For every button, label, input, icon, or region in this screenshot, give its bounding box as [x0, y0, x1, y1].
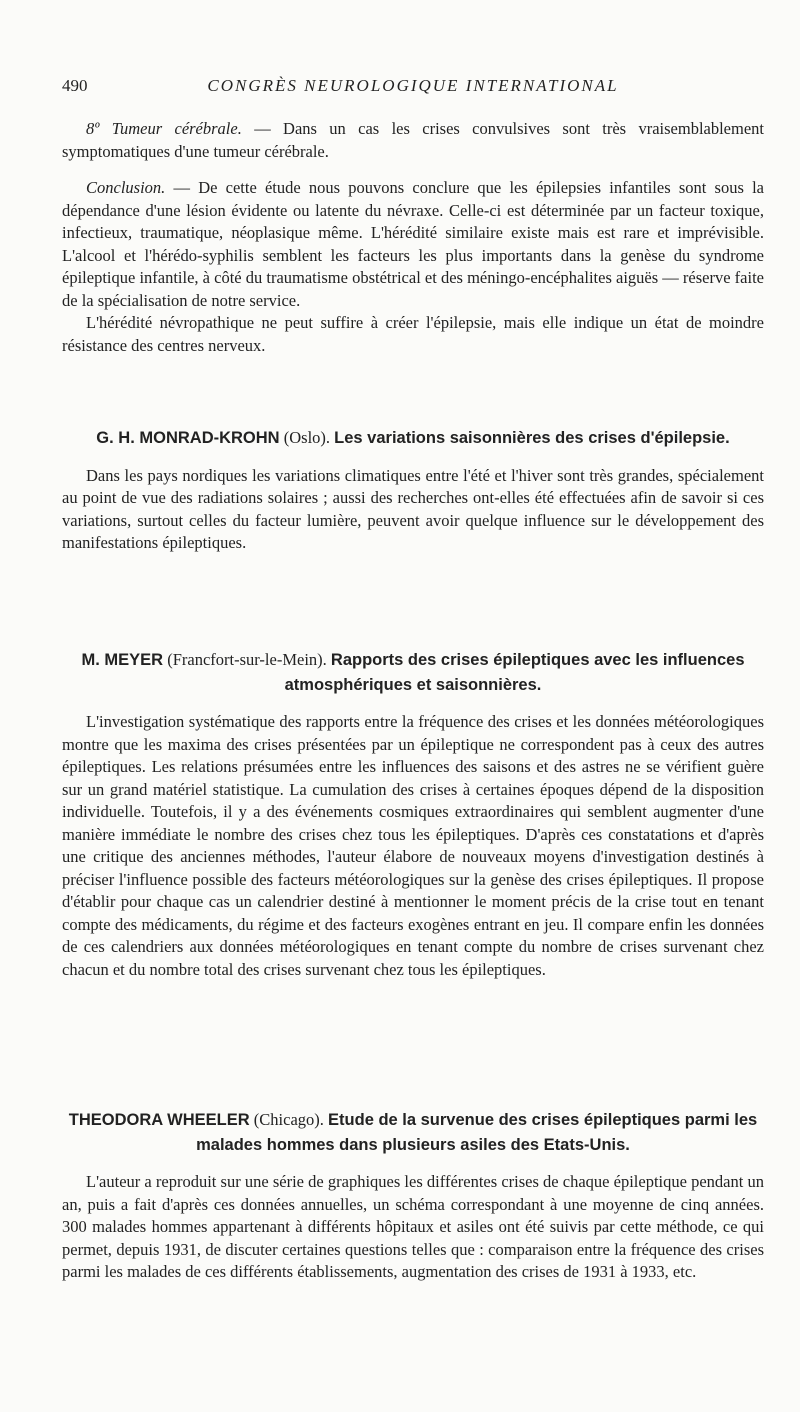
- section-body: L'auteur a reproduit sur une série de graphiques les différentes crises de chaque épileptique pendant un an, puis a fait d'après ces données annuelles, un schéma correspondant à une moyenne de cinq années. 300 malades hommes appartenant à différents hôpitaux et asiles ont été suivis par cette méthode, ce qui permet, depuis 1931, de discuter certaines questions telles que : comparaison entre la fréquence des crises parmi les malades de ces différents établissements, augmentation des crises de 1931 à 1933, etc.: [62, 1172, 764, 1281]
- page-number: 490: [62, 76, 88, 95]
- conclusion-text: — De cette étude nous pouvons conclure que les épilepsies infantiles sont sous la dépendance d'une lésion évidente ou latente du névraxe. Celle-ci est déterminée par un facteur toxique, infectieux, traumatique, néoplasique même. L'hérédité similaire existe mais est rare et imprévisible. L'alcool et l'hérédo-syphilis semblent les facteurs les plus importants dans la genèse du syndrome épileptique infantile, à côté du traumatisme obstétrical et des méningo-encéphalites aiguës — réserve faite de la spécialisation de notre service.: [62, 178, 764, 310]
- section-wheeler: [62, 1108, 764, 1284]
- item-8-paragraph: [62, 118, 764, 163]
- running-title: CONGRÈS NEUROLOGIQUE INTERNATIONAL: [207, 76, 619, 95]
- item-8-label: 8º Tumeur cérébrale.: [86, 119, 242, 138]
- section-title: Les variations saisonnières des crises d'épilepsie.: [334, 429, 730, 447]
- intro-block: [62, 118, 764, 357]
- section-place: (Francfort-sur-le-Mein).: [167, 650, 327, 669]
- running-header: [62, 76, 764, 100]
- conclusion-paragraph: [62, 177, 764, 312]
- section-title: Etude de la survenue des crises épileptiques parmi les malades hommes dans plusieurs asiles des Etats-Unis.: [196, 1111, 758, 1154]
- section-place: (Oslo).: [283, 428, 331, 447]
- section-body: L'investigation systématique des rapports entre la fréquence des crises et les données météorologiques montre que les maxima des crises présentées par un épileptique ne correspondent pas à ceux des autres épileptiques. Les relations présumées entre les influences des saisons et des astres ne se vérifient guère sur un grand matériel statistique. La cumulation des crises à certaines époques dépend de la disposition individuelle. Toutefois, il y a des événements cosmiques extraordinaires qui semblent augmenter d'une manière immédiate le nombre des crises chez tous les épileptiques. D'après ces constatations et d'après une critique des anciennes méthodes, l'auteur élabore de nouveaux moyens d'investigation destinés à préciser l'influence possible des facteurs météorologiques sur la genèse des crises épileptiques. Il propose d'établir pour chaque cas un calendrier destiné à mentionner le moment précis de la crise tout en tenant compte des médicaments, du régime et des facteurs exogènes entrant en jeu. Il compare enfin les données de ces calendriers aux données météorologiques en tenant compte du nombre de crises survenant chez chacun et du nombre total des crises survenant chez tous les épileptiques.: [62, 712, 764, 979]
- section-body: Dans les pays nordiques les variations climatiques entre l'été et l'hiver sont très grandes, spécialement au point de vue des radiations solaires ; aussi des recherches ont-elles été effectuées afin de savoir si ces variations, surtout celles du facteur lumière, peuvent avoir quelque influence sur le développement des manifestations épileptiques.: [62, 465, 764, 552]
- section-author: THEODORA WHEELER: [68, 1111, 250, 1129]
- section-title: Rapports des crises épileptiques avec les influences atmosphériques et saisonnières.: [284, 651, 745, 694]
- conclusion-label: Conclusion.: [86, 178, 166, 197]
- section-heading: [62, 1108, 764, 1157]
- section-monrad-krohn: [62, 426, 764, 555]
- heredity-paragraph: L'hérédité névropathique ne peut suffire à créer l'épilepsie, mais elle indique un état de moindre résistance des centres nerveux.: [62, 313, 764, 355]
- section-heading: [62, 648, 764, 697]
- item-8-text: — Dans un cas les crises convulsives sont très vraisemblablement symptomatiques d'une tumeur cérébrale.: [62, 119, 764, 161]
- section-meyer: [62, 648, 764, 981]
- section-heading: [62, 426, 764, 451]
- section-author: G. H. MONRAD-KROHN: [96, 429, 280, 447]
- section-place: (Chicago).: [253, 1110, 324, 1129]
- section-author: M. MEYER: [81, 651, 164, 669]
